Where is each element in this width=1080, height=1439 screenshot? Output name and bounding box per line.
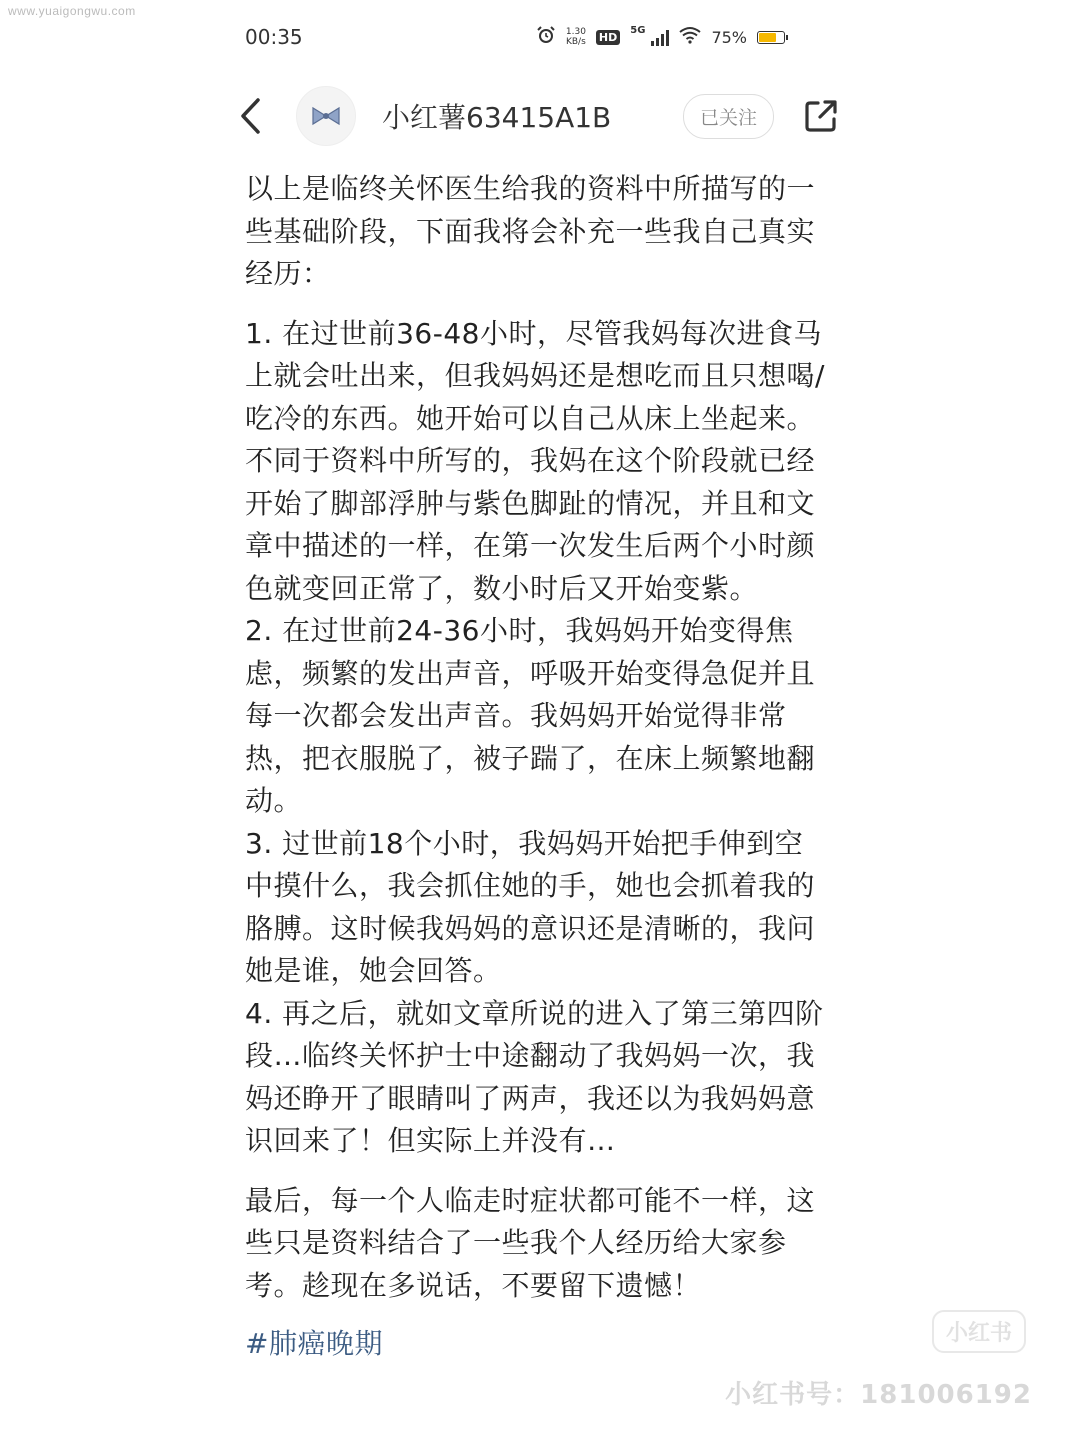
wifi-icon: [679, 25, 701, 49]
net-speed: 1.30 KB/s: [565, 27, 586, 47]
bow-icon: [310, 105, 342, 127]
alarm-icon: [536, 25, 556, 50]
status-bar: [245, 22, 785, 52]
status-time: 00:35: [245, 25, 303, 49]
xiaohongshu-id-watermark: 小红书号：181006192: [725, 1380, 1032, 1410]
network-type: 5G: [630, 24, 646, 36]
post-item-1: 1. 在过世前36-48小时，尽管我妈每次进食马上就会吐出来，但我妈妈还是想吃而且只想喝/吃冷的东西。她开始可以自己从床上坐起来。不同于资料中所写的，我妈在这个阶段就已经开始了脚部浮肿与紫色脚趾的情况，并且和文章中描述的一样，在第一次发生后两个小时颜色就变回正常了，数小时后又开始变紫。: [245, 316, 825, 605]
post-header: [230, 88, 840, 144]
hashtag-link[interactable]: #肺癌晚期: [245, 1327, 383, 1360]
site-watermark: www.yuaigongwu.com: [8, 4, 136, 18]
battery-percent: 75%: [711, 27, 747, 47]
share-icon: [803, 98, 839, 134]
post-item-4: 4. 再之后，就如文章所说的进入了第三第四阶段…临终关怀护士中途翻动了我妈妈一次，我妈还睁开了眼睛叫了两声，我还以为我妈妈意识回来了！但实际上并没有…: [245, 996, 824, 1157]
follow-button[interactable]: 已关注: [683, 94, 774, 139]
post-content: [245, 168, 825, 1366]
post-paragraph-closing: 最后，每一个人临走时症状都可能不一样，这些只是资料结合了一些我个人经历给大家参考。趁现在多说话，不要留下遗憾！: [245, 1183, 816, 1302]
back-button[interactable]: [230, 88, 270, 144]
hd-icon: HD: [596, 30, 620, 45]
battery-icon: [757, 31, 785, 44]
share-button[interactable]: [802, 97, 840, 135]
avatar[interactable]: [296, 86, 356, 146]
chevron-left-icon: [238, 97, 262, 135]
post-item-3: 3. 过世前18个小时，我妈妈开始把手伸到空中摸什么，我会抓住她的手，她也会抓着我的胳膊。这时候我妈妈的意识还是清晰的，我问她是谁，她会回答。: [245, 826, 816, 987]
xiaohongshu-watermark-logo: 小红书: [932, 1310, 1026, 1353]
status-icons: [536, 25, 785, 50]
post-item-2: 2. 在过世前24-36小时，我妈妈开始变得焦虑，频繁的发出声音，呼吸开始变得急促并且每一次都会发出声音。我妈妈开始觉得非常热，把衣服脱了，被子踹了，在床上频繁地翻动。: [245, 614, 816, 817]
username[interactable]: 小红薯63415A1B: [382, 101, 612, 134]
signal-icon: [651, 28, 669, 46]
post-paragraph-intro: 以上是临终关怀医生给我的资料中所描写的一些基础阶段，下面我将会补充一些我自己真实经历：: [245, 172, 816, 290]
